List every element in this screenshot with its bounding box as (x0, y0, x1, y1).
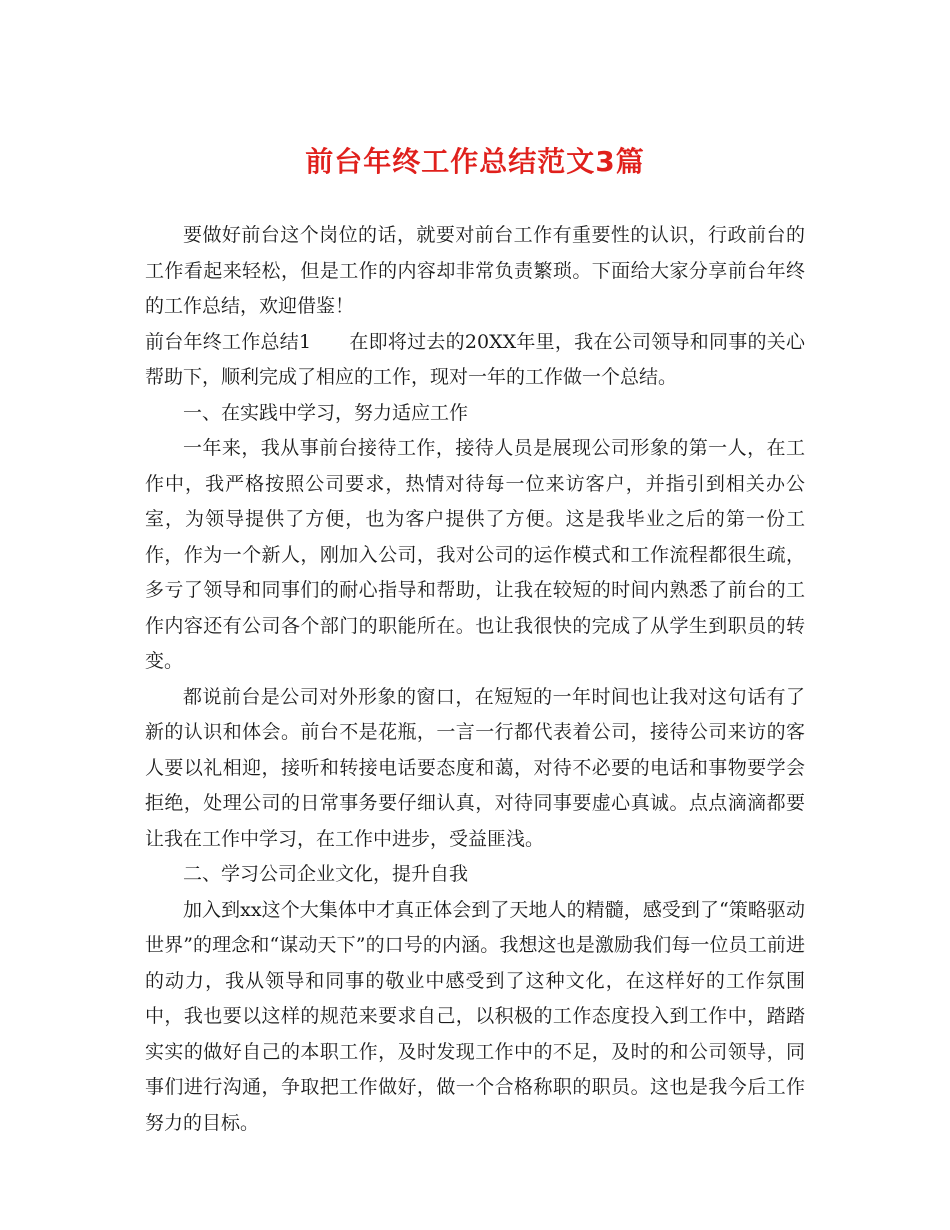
document-title: 前台年终工作总结范文3篇 (305, 145, 645, 178)
section-opening-paragraph (145, 325, 805, 396)
body-paragraph: 都说前台是公司对外形象的窗口，在短短的一年时间也让我对这句话有了新的认识和体会。前台不是花瓶，一言一行都代表着公司，接待公司来访的客人要以礼相迎，接听和转接电话要态度和蔼，对待不必要的电话和事物要学会拒绝，处理公司的日常事务要仔细认真，对待同事要虚心真诚。点点滴滴都要让我在工作中学习，在工作中进步，受益匪浅。 (145, 685, 805, 850)
section-heading: 二、学习公司企业文化，提升自我 (183, 863, 469, 885)
body-paragraph: 加入到xx这个大集体中才真正体会到了天地人的精髓，感受到了“策略驱动世界”的理念和“谋动天下”的口号的内涵。我想这也是激励我们每一位员工前进的动力，我从领导和同事的敬业中感受到了这种文化，在这样好的工作氛围中，我也要以这样的规范来要求自己，以积极的工作态度投入到工作中，踏踏实实的做好自己的本职工作，及时发现工作中的不足，及时的和公司领导，同事们进行沟通，争取把工作做好，做一个合格称职的职员。这也是我今后工作努力的目标。 (145, 898, 805, 1134)
body-paragraph: 一年来，我从事前台接待工作，接待人员是展现公司形象的第一人，在工作中，我严格按照公司要求，热情对待每一位来访客户，并指引到相关办公室，为领导提供了方便，也为客户提供了方便。这是我毕业之后的第一份工作，作为一个新人，刚加入公司，我对公司的运作模式和工作流程都很生疏，多亏了领导和同事们的耐心指导和帮助，让我在较短的时间内熟悉了前台的工作内容还有公司各个部门的职能所在。也让我很快的完成了从学生到职员的转变。 (145, 437, 805, 672)
document-body (145, 218, 805, 1141)
section-opening-text: 在即将过去的20XX年里，我在公司领导和同事的关心帮助下，顺利完成了相应的工作，现对一年的工作做一个总结。 (145, 330, 805, 388)
intro-paragraph: 要做好前台这个岗位的话，就要对前台工作有重要性的认识，行政前台的工作看起来轻松，但是工作的内容却非常负责繁琐。下面给大家分享前台年终的工作总结，欢迎借鉴！ (145, 224, 805, 317)
section-heading: 一、在实践中学习，努力适应工作 (183, 401, 469, 424)
section-label: 前台年终工作总结1 (145, 330, 312, 353)
